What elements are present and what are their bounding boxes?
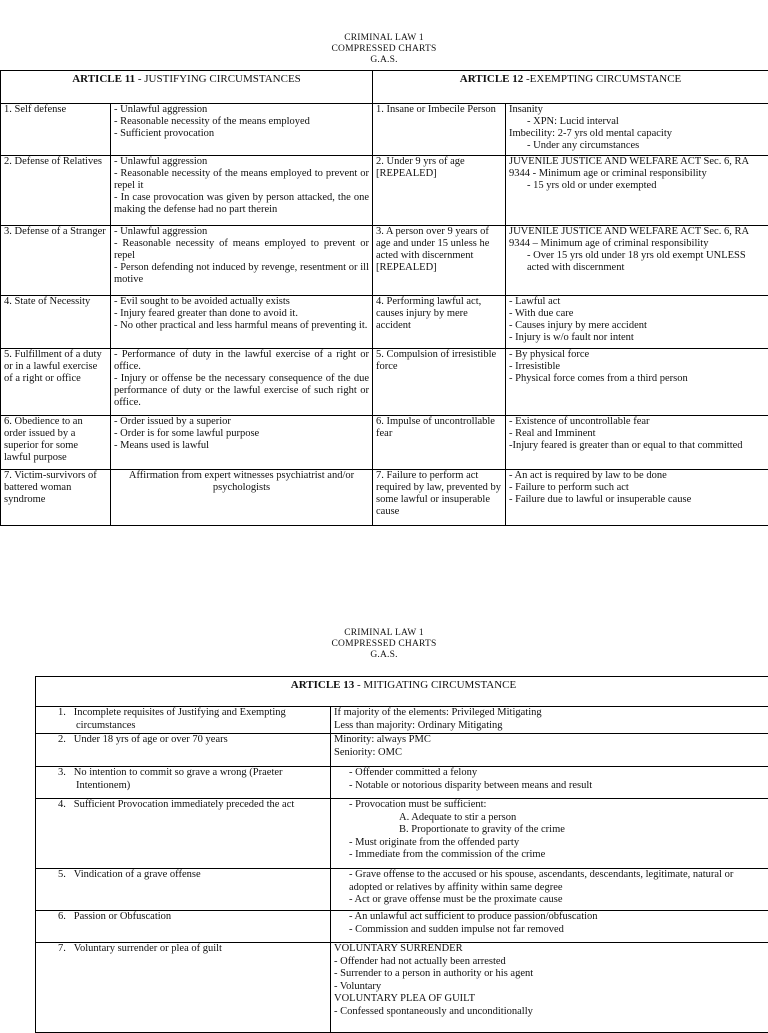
mitigating-name: 5. Vindication of a grave offense [36,869,331,911]
header-line-2: COMPRESSED CHARTS [0,44,768,55]
justifying-name: 3. Defense of a Stranger [1,226,111,296]
article-13-table [35,676,768,1033]
mitigating-elements: If majority of the elements: Privileged Mitigating Less than majority: Ordinary Mitigating [331,707,768,734]
table-row [1,156,768,226]
header-line-1: CRIMINAL LAW 1 [0,33,768,44]
mitigating-elements: - Provocation must be sufficient: A. Adequate to stir a person B. Proportionate to gravity of the crime - Must originate from the offended party - Immediate from the commission of the crime [331,799,768,869]
justifying-elements: - Unlawful aggression - Reasonable necessity of means employed to prevent or repel - Person defending not induced by revenge, resentment or ill motive [111,226,373,296]
mitigating-elements: Minority: always PMC Seniority: OMC [331,734,768,767]
exempting-name: 3. A person over 9 years of age and under 15 unless he acted with discernment [REPEALED] [373,226,506,296]
mitigating-name: 7. Voluntary surrender or plea of guilt [36,943,331,1033]
exempting-elements: - Existence of uncontrollable fear - Real and Imminent -Injury feared is greater than or equal to that committed [506,416,768,470]
table-row [1,349,768,416]
exempting-elements: JUVENILE JUSTICE AND WELFARE ACT Sec. 6, RA 9344 - Minimum age or criminal responsibility - 15 yrs old or under exempted [506,156,768,226]
exempting-name: 1. Insane or Imbecile Person [373,104,506,156]
mitigating-elements: - Offender committed a felony - Notable or notorious disparity between means and result [331,767,768,799]
header-line-3: G.A.S. [0,55,768,66]
table-row [36,707,768,734]
exempting-name: 2. Under 9 yrs of age [REPEALED] [373,156,506,226]
header-line-1: CRIMINAL LAW 1 [0,628,768,639]
exempting-name: 4. Performing lawful act, causes injury by mere accident [373,296,506,349]
exempting-name: 6. Impulse of uncontrollable fear [373,416,506,470]
page2-header [0,628,768,661]
justifying-name: 2. Defense of Relatives [1,156,111,226]
table-row [1,416,768,470]
mitigating-name: 6. Passion or Obfuscation [36,911,331,943]
justifying-elements: - Unlawful aggression - Reasonable necessity of the means employed to prevent or repel it - In case provocation was given by person attacked, the one making the defense had no part therein [111,156,373,226]
page1-header [0,33,768,66]
table-row [36,767,768,799]
justifying-name: 1. Self defense [1,104,111,156]
exempting-elements: JUVENILE JUSTICE AND WELFARE ACT Sec. 6, RA 9344 – Minimum age of criminal responsibility - Over 15 yrs old under 18 yrs old exempt UNLESS acted with discernment [506,226,768,296]
mitigating-elements: - An unlawful act sufficient to produce passion/obfuscation - Commission and sudden impulse not far removed [331,911,768,943]
justifying-name: 7. Victim-survivors of battered woman syndrome [1,470,111,526]
justifying-elements: - Performance of duty in the lawful exercise of a right or office. - Injury or offense be the necessary consequence of the due performance of duty or the lawful exercise of such right or office. [111,349,373,416]
mitigating-name: 2. Under 18 yrs of age or over 70 years [36,734,331,767]
table-row [36,734,768,767]
table-row [36,943,768,1033]
mitigating-elements: - Grave offense to the accused or his spouse, ascendants, descendants, legitimate, natural or adopted or relatives by affinity within same degree - Act or grave offense must be the proximate cause [331,869,768,911]
justifying-elements: - Evil sought to be avoided actually exists - Injury feared greater than done to avoid it. - No other practical and less harmful means of preventing it. [111,296,373,349]
table-row [1,470,768,526]
article-11-heading: ARTICLE 11 - JUSTIFYING CIRCUMSTANCES [1,71,373,104]
justifying-elements: - Order issued by a superior - Order is for some lawful purpose - Means used is lawful [111,416,373,470]
justifying-name: 4. State of Necessity [1,296,111,349]
exempting-name: 5. Compulsion of irresistible force [373,349,506,416]
mitigating-name: 4. Sufficient Provocation immediately preceded the act [36,799,331,869]
exempting-elements: - An act is required by law to be done - Failure to perform such act - Failure due to lawful or insuperable cause [506,470,768,526]
articles-11-12-table [0,70,768,526]
table-row [36,799,768,869]
justifying-elements: - Unlawful aggression - Reasonable necessity of the means employed - Sufficient provocation [111,104,373,156]
exempting-elements: Insanity - XPN: Lucid interval Imbecility: 2-7 yrs old mental capacity - Under any circumstances [506,104,768,156]
header-line-2: COMPRESSED CHARTS [0,639,768,650]
justifying-name: 6. Obedience to an order issued by a superior for some lawful purpose [1,416,111,470]
exempting-name: 7. Failure to perform act required by law, prevented by some lawful or insuperable cause [373,470,506,526]
article-12-heading: ARTICLE 12 -EXEMPTING CIRCUMSTANCE [373,71,768,104]
exempting-elements: - Lawful act - With due care - Causes injury by mere accident - Injury is w/o fault nor intent [506,296,768,349]
table-row [36,869,768,911]
table-row [1,226,768,296]
mitigating-name: 3. No intention to commit so grave a wrong (Praeter Intentionem) [36,767,331,799]
justifying-elements: Affirmation from expert witnesses psychiatrist and/or psychologists [111,470,373,526]
table-row [1,296,768,349]
exempting-elements: - By physical force - Irresistible - Physical force comes from a third person [506,349,768,416]
mitigating-name: 1. Incomplete requisites of Justifying and Exempting circumstances [36,707,331,734]
article-13-heading: ARTICLE 13 - MITIGATING CIRCUMSTANCE [36,677,768,707]
mitigating-elements: VOLUNTARY SURRENDER - Offender had not actually been arrested - Surrender to a person in authority or his agent - Voluntary VOLUNTARY PLEA OF GUILT - Confessed spontaneously and unconditionally [331,943,768,1033]
header-line-3: G.A.S. [0,650,768,661]
table-row [1,104,768,156]
justifying-name: 5. Fulfillment of a duty or in a lawful exercise of a right or office [1,349,111,416]
table-row [36,911,768,943]
